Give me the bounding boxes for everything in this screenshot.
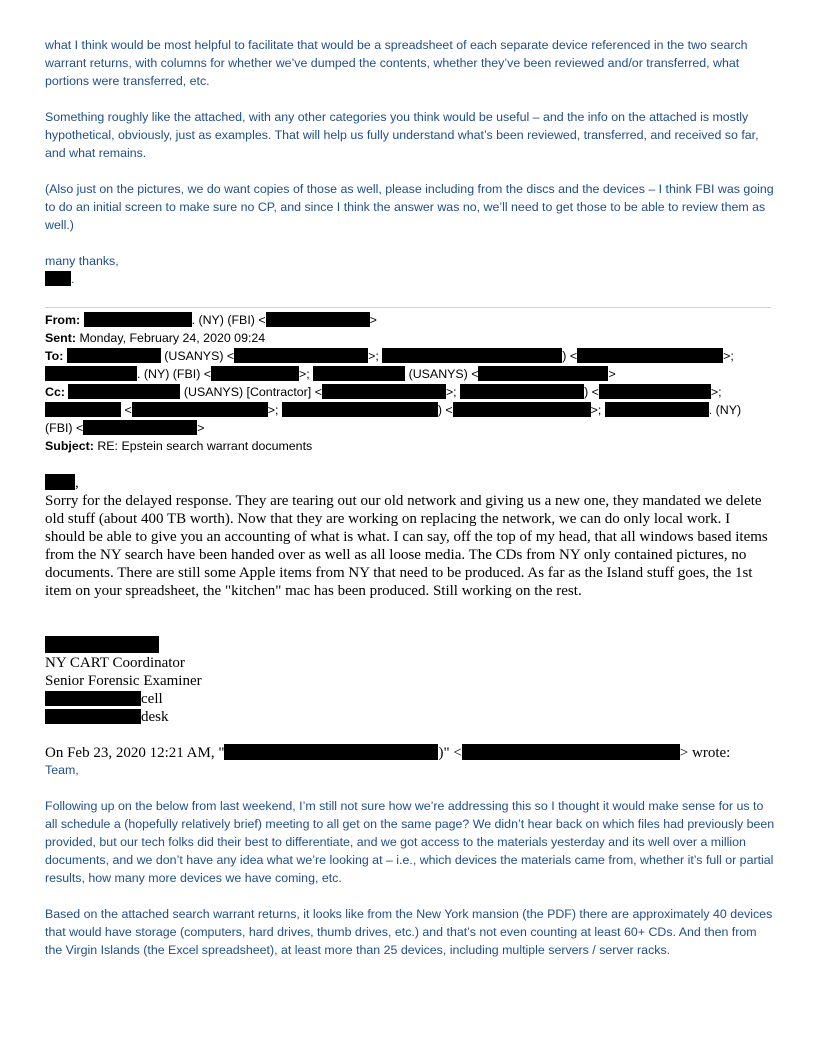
cc-part-c: ) < <box>584 385 599 399</box>
redaction-box <box>599 384 711 399</box>
to-part-a: (USANYS) < <box>164 349 235 363</box>
redaction-box <box>266 312 370 327</box>
cc3-part-b: > <box>197 421 205 435</box>
top-paragraph-1: what I think would be most helpful to facilitate that would be a spreadsheet of each separate device referenced in the two search warrant returns, with columns for whether we’ve dumped the contents, whether they’ve been reviewed and/or transferred, what portions were transferred, etc. <box>45 38 748 88</box>
subject-line <box>45 437 312 455</box>
top-signature-line <box>45 270 74 288</box>
to2-part-b: >; <box>299 367 310 381</box>
cc-part-b: >; <box>445 385 457 399</box>
cc-label: Cc: <box>45 385 65 399</box>
redaction-box <box>282 402 438 417</box>
redaction-box <box>478 366 608 381</box>
subject-value: RE: Epstein search warrant documents <box>97 439 313 453</box>
redaction-box <box>453 402 591 417</box>
quote-end: > wrote: <box>679 745 731 761</box>
reply-greeting <box>45 474 79 492</box>
cc2-part-a: < <box>124 403 132 417</box>
redaction-box <box>45 474 75 490</box>
cc-part-d: >; <box>710 385 722 399</box>
sent-value: Monday, February 24, 2020 09:24 <box>79 331 266 345</box>
sent-label: Sent: <box>45 331 76 345</box>
signature-desk-line <box>45 708 169 726</box>
cc3-part-a: (FBI) < <box>45 421 84 435</box>
redaction-box <box>313 366 405 381</box>
redaction-box <box>322 384 446 399</box>
from-label: From: <box>45 313 81 327</box>
to-part-d: >; <box>723 349 734 363</box>
quoted-greeting: Team, <box>45 763 79 777</box>
redaction-box <box>45 691 141 706</box>
redaction-box <box>462 744 680 760</box>
quoted-paragraph-2: Based on the attached search warrant returns, it looks like from the New York mansion (the PDF) there are approximately 40 devices that would have storage (computers, hard drives, thumb drives, etc.) and that’s not even counting at least 60+ CDs. And then from the Virgin Islands (the Excel spreadsheet), at least more than 25 devices, including multiple servers / server racks. <box>45 907 773 957</box>
redaction-box <box>68 384 180 399</box>
cc2-part-d: >; <box>590 403 602 417</box>
redaction-box <box>211 366 299 381</box>
redaction-box <box>83 420 197 435</box>
signature-name-redaction <box>45 636 159 653</box>
signature-title-1: NY CART Coordinator <box>45 655 185 671</box>
to2-part-d: > <box>608 367 616 381</box>
redaction-box <box>132 402 268 417</box>
redaction-box <box>382 348 562 363</box>
redaction-box <box>45 271 71 286</box>
top-paragraph-3: (Also just on the pictures, we do want copies of those as well, please including from the discs and the devices – I think FBI was going to do an initial screen to make sure no CP, and since I think the answer was no, we’ll need to get those to be able to review them as well.) <box>45 182 774 232</box>
header-divider <box>45 307 771 308</box>
cc-line-2 <box>45 401 741 419</box>
reply-greeting-comma: , <box>75 475 79 491</box>
signature-cell-label: cell <box>141 691 163 707</box>
cc2-part-c: ) < <box>437 403 453 417</box>
quote-prefix: On Feb 23, 2020 12:21 AM, " <box>45 745 225 761</box>
from-line <box>45 311 377 329</box>
redaction-box <box>45 402 121 417</box>
from-value: . (NY) (FBI) < <box>191 313 266 327</box>
redaction-box <box>577 348 723 363</box>
cc-line-1 <box>45 383 722 401</box>
signature-period: . <box>71 272 75 286</box>
top-paragraph-2: Something roughly like the attached, with any other categories you think would be useful – and the info on the attached is mostly hypothetical, obviously, just as examples. That will help us fully understand what’s been reviewed, transferred, and received so far, and what remains. <box>45 110 759 160</box>
redaction-box <box>67 348 161 363</box>
quoted-paragraph-1: Following up on the below from last weekend, I’m still not sure how we’re addressing this so I thought it would make sense for us to all schedule a (hopefully relatively brief) meeting to all get on the same page? We didn’t hear back on which files had previously been provided, but our tech folks did their best to differentiate, and we got access to the materials yesterday and its well over a million documents, and we don’t have any idea what we’re looking at – i.e., which devices the materials came from, whether it’s full or partial results, how many more devices we have coming, etc. <box>45 799 775 885</box>
to2-part-a: . (NY) (FBI) < <box>137 367 211 381</box>
to-part-b: >; <box>368 349 379 363</box>
cc-part-a: (USANYS) [Contractor] < <box>183 385 322 399</box>
sent-line <box>45 329 265 347</box>
to-part-c: ) < <box>562 349 578 363</box>
cc-line-3 <box>45 419 204 437</box>
cc2-part-b: >; <box>267 403 279 417</box>
to2-part-c: (USANYS) < <box>408 367 479 381</box>
redaction-box <box>45 366 137 381</box>
to-label: To: <box>45 349 64 363</box>
redaction-box <box>45 709 141 724</box>
redaction-box <box>84 312 192 327</box>
subject-label: Subject: <box>45 439 94 453</box>
signature-desk-label: desk <box>141 709 169 725</box>
redaction-box <box>234 348 368 363</box>
redaction-box <box>224 744 438 760</box>
reply-body: Sorry for the delayed response. They are tearing out our old network and giving us a new one, they mandated we delete old stuff (about 400 TB worth). Now that they are working on replacing the network, we can do only local work. I should be able to give you an accounting of what is what. I can say, off the top of my head, that all windows based items from the NY search have been handed over as well as all loose media. The CDs from NY only contained pictures, no documents. There are still some Apple items from NY that need to be produced. As far as the Island stuff goes, the 1st item on your spreadsheet, the "kitchen" mac has been produced. Still working on the rest. <box>45 493 768 599</box>
redaction-box <box>460 384 584 399</box>
signature-cell-line <box>45 690 163 708</box>
cc2-part-e: . (NY) <box>708 403 742 417</box>
from-end: > <box>369 313 377 327</box>
to-line-1 <box>45 347 734 365</box>
to-line-2 <box>45 365 616 383</box>
quote-attribution <box>45 744 730 762</box>
quote-mid: )" < <box>438 745 462 761</box>
signature-title-2: Senior Forensic Examiner <box>45 673 202 689</box>
top-signoff: many thanks, <box>45 254 119 268</box>
redaction-box <box>605 402 709 417</box>
